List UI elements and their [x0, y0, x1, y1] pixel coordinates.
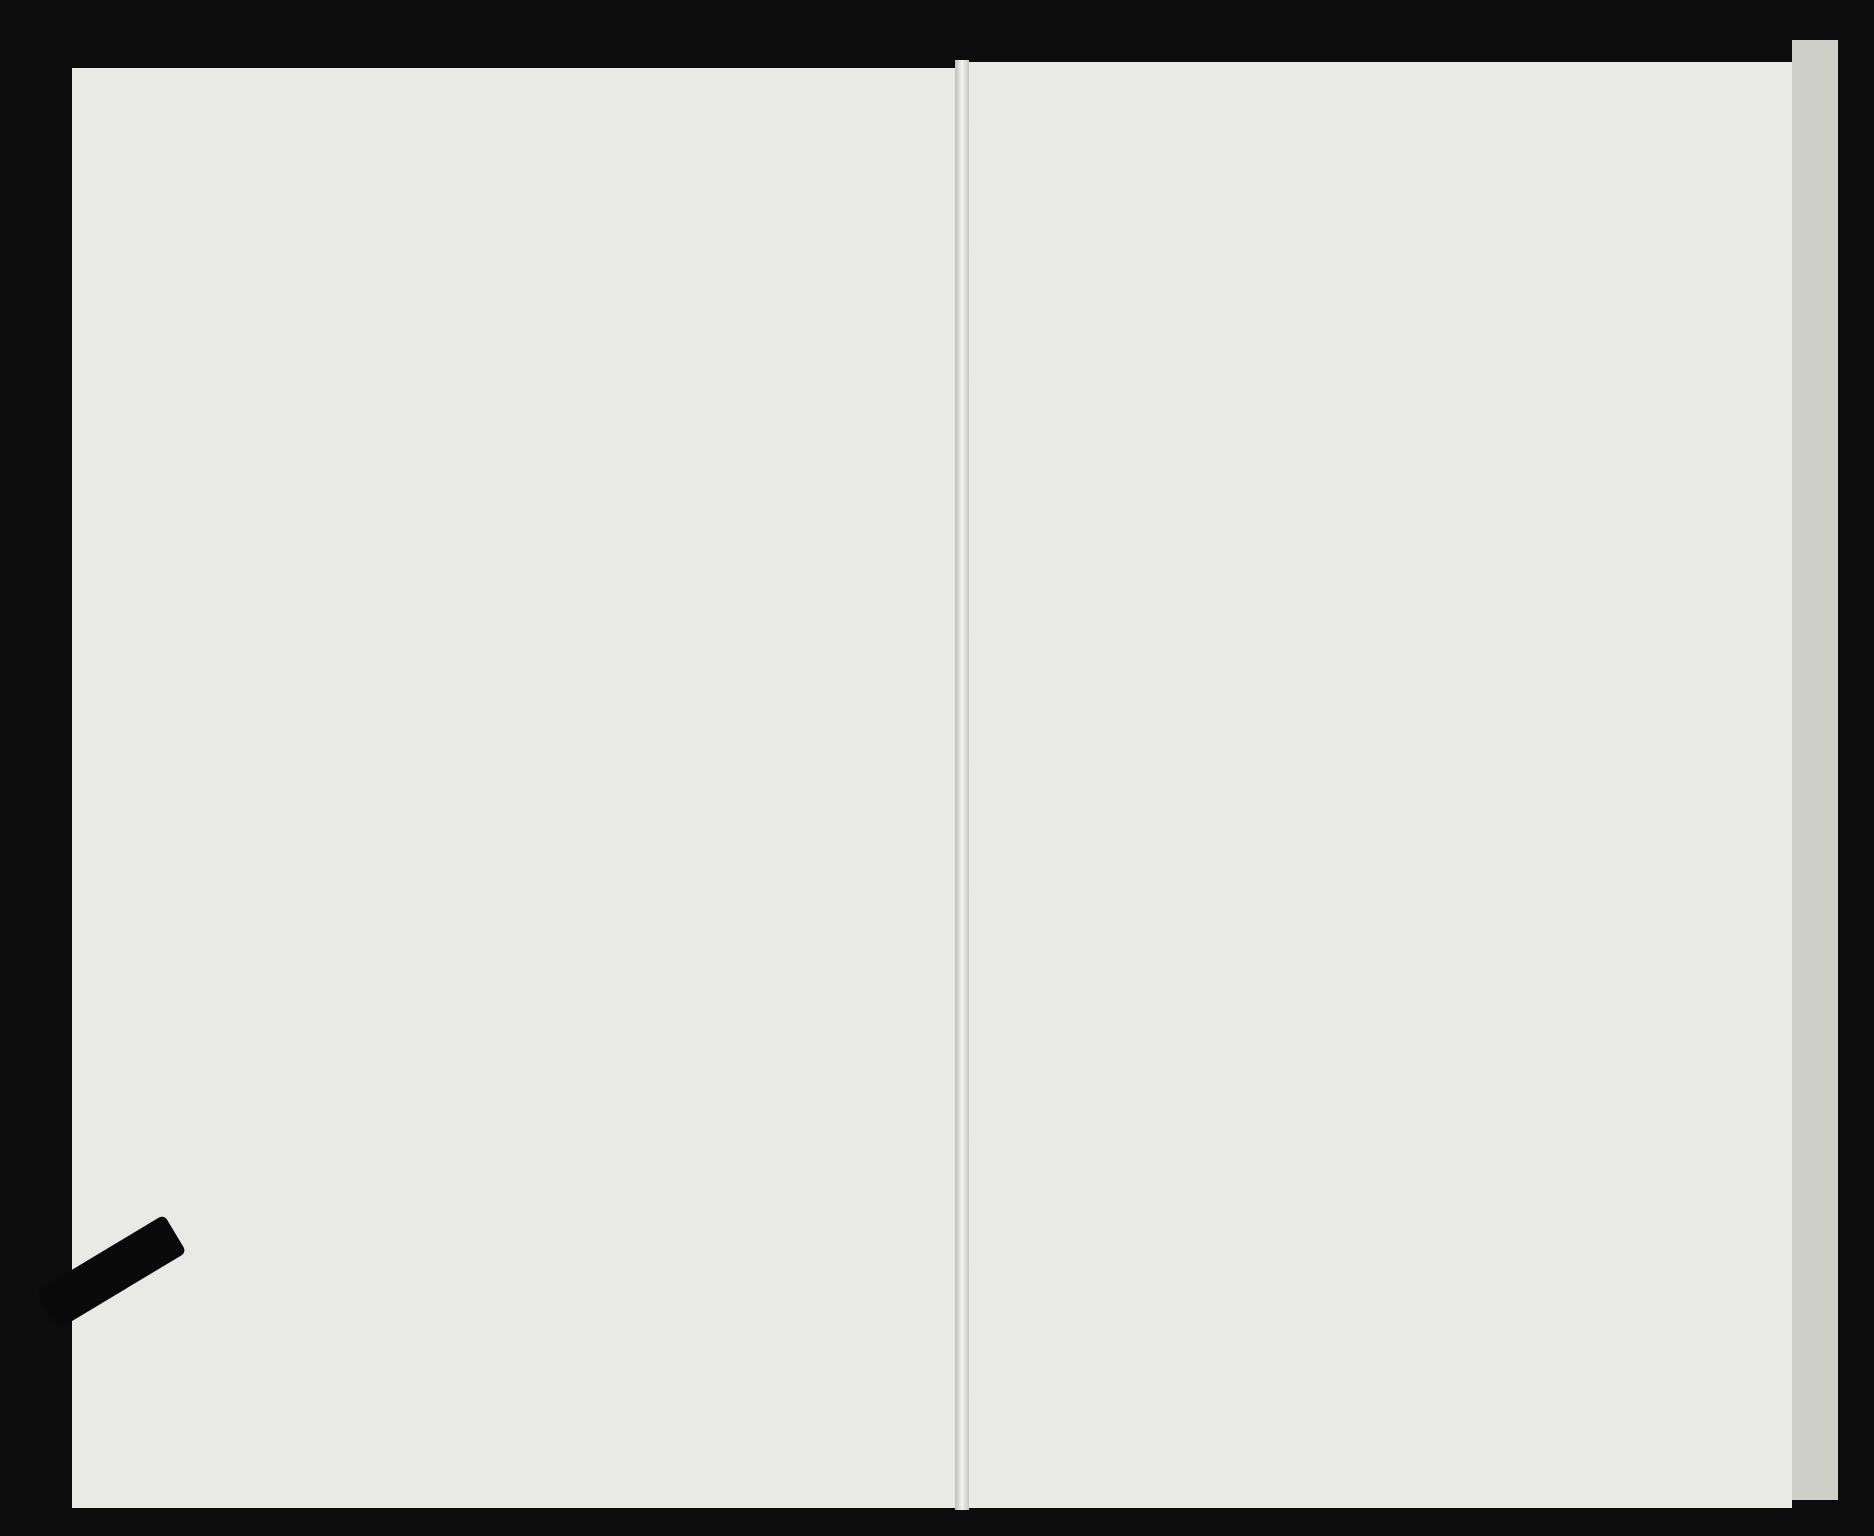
book-spine	[955, 60, 969, 1510]
next-page-edges	[1792, 40, 1838, 1500]
right-page	[962, 62, 1792, 1508]
left-page	[72, 68, 962, 1508]
header-occupation	[985, 196, 1171, 202]
